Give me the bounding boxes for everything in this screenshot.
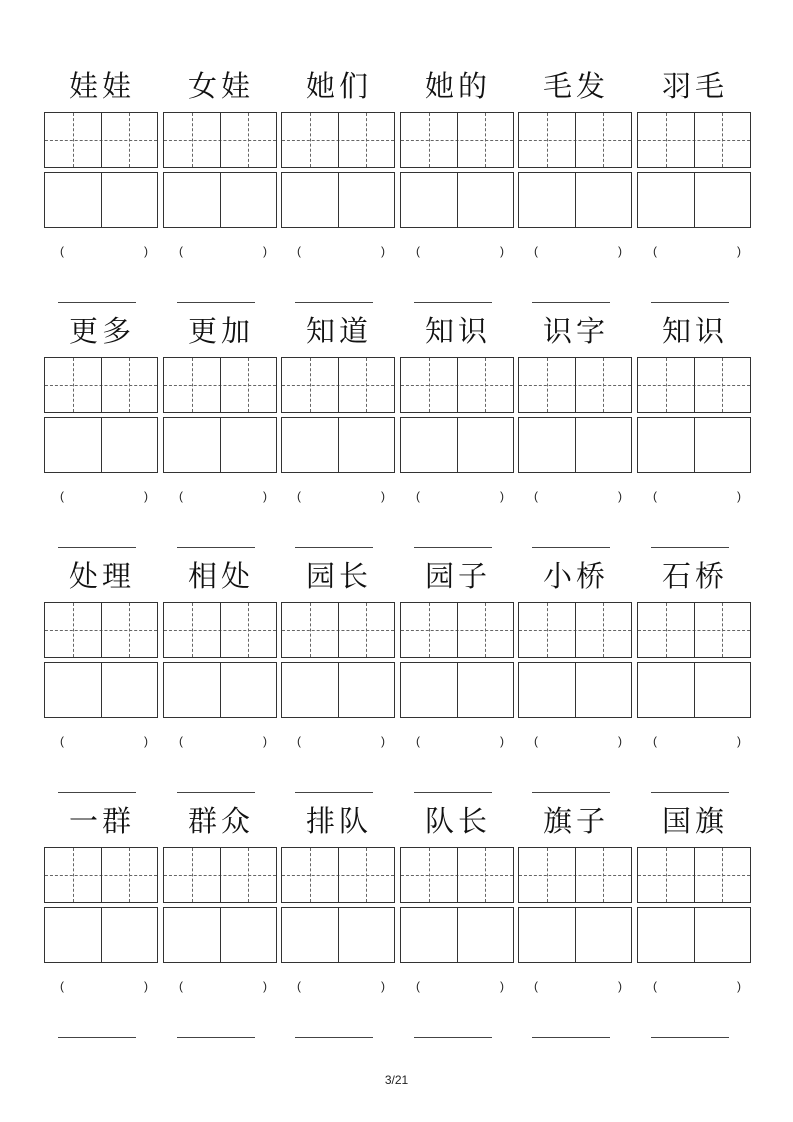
plain-writing-box[interactable] [400, 172, 514, 228]
plain-writing-box[interactable] [281, 907, 395, 963]
divider-line [457, 663, 458, 717]
vocab-word: 识字 [542, 314, 609, 348]
word-cell [281, 801, 397, 1047]
answer-underline[interactable] [651, 792, 729, 793]
answer-underline[interactable] [58, 1037, 136, 1038]
divider-line [101, 113, 102, 167]
open-paren: ( [179, 979, 183, 993]
divider-line [694, 848, 695, 902]
divider-line [101, 418, 102, 472]
answer-underline[interactable] [177, 792, 255, 793]
divider-line [694, 418, 695, 472]
divider-line [101, 358, 102, 412]
word-cell [400, 801, 516, 1047]
divider-line [220, 113, 221, 167]
open-paren: ( [60, 244, 64, 258]
vocab-word: 知识 [661, 314, 728, 348]
close-paren: ) [737, 489, 741, 503]
plain-writing-box[interactable] [518, 417, 632, 473]
plain-writing-box[interactable] [400, 907, 514, 963]
open-paren: ( [534, 734, 538, 748]
pinyin-parentheses[interactable] [651, 244, 741, 262]
tian-grid-writing-box[interactable] [637, 602, 751, 658]
tian-grid-writing-box[interactable] [281, 602, 395, 658]
close-paren: ) [737, 734, 741, 748]
open-paren: ( [653, 489, 657, 503]
close-paren: ) [144, 489, 148, 503]
vocab-word: 排队 [305, 804, 372, 838]
pinyin-parentheses[interactable] [177, 489, 267, 507]
open-paren: ( [653, 244, 657, 258]
pinyin-parentheses[interactable] [414, 979, 504, 997]
pinyin-parentheses[interactable] [177, 244, 267, 262]
answer-underline[interactable] [414, 547, 492, 548]
close-paren: ) [263, 244, 267, 258]
divider-line [338, 113, 339, 167]
plain-writing-box[interactable] [400, 662, 514, 718]
divider-line [338, 908, 339, 962]
tian-grid-writing-box[interactable] [400, 112, 514, 168]
pinyin-parentheses[interactable] [58, 979, 148, 997]
word-cell [281, 311, 397, 557]
pinyin-parentheses[interactable] [177, 734, 267, 752]
plain-writing-box[interactable] [163, 907, 277, 963]
word-cell [163, 801, 279, 1047]
divider-line [338, 663, 339, 717]
vocab-word: 群众 [187, 804, 254, 838]
plain-writing-box[interactable] [281, 172, 395, 228]
pinyin-parentheses[interactable] [414, 734, 504, 752]
tian-grid-writing-box[interactable] [163, 357, 277, 413]
divider-line [575, 358, 576, 412]
word-cell [518, 556, 634, 802]
close-paren: ) [381, 489, 385, 503]
divider-line [220, 173, 221, 227]
plain-writing-box[interactable] [637, 907, 751, 963]
vocab-word: 她们 [305, 69, 372, 103]
divider-line [694, 908, 695, 962]
vocab-word: 旗子 [542, 804, 609, 838]
word-cell [163, 66, 279, 312]
divider-line [575, 663, 576, 717]
answer-underline[interactable] [58, 792, 136, 793]
pinyin-parentheses[interactable] [414, 489, 504, 507]
open-paren: ( [297, 979, 301, 993]
pinyin-parentheses[interactable] [58, 734, 148, 752]
close-paren: ) [381, 979, 385, 993]
divider-line [694, 603, 695, 657]
answer-underline[interactable] [177, 1037, 255, 1038]
divider-line [220, 663, 221, 717]
close-paren: ) [500, 979, 504, 993]
word-cell [518, 801, 634, 1047]
vocab-word: 羽毛 [661, 69, 728, 103]
tian-grid-writing-box[interactable] [163, 602, 277, 658]
open-paren: ( [416, 734, 420, 748]
vocab-word: 石桥 [661, 559, 728, 593]
page-number: 3/21 [384, 1073, 409, 1087]
open-paren: ( [416, 244, 420, 258]
divider-line [101, 908, 102, 962]
pinyin-parentheses[interactable] [58, 244, 148, 262]
open-paren: ( [653, 734, 657, 748]
tian-grid-writing-box[interactable] [637, 847, 751, 903]
vocab-word: 小桥 [542, 559, 609, 593]
plain-writing-box[interactable] [281, 417, 395, 473]
close-paren: ) [618, 489, 622, 503]
open-paren: ( [534, 489, 538, 503]
divider-line [101, 603, 102, 657]
word-cell [44, 556, 160, 802]
answer-underline[interactable] [414, 1037, 492, 1038]
open-paren: ( [534, 979, 538, 993]
close-paren: ) [263, 979, 267, 993]
divider-line [220, 848, 221, 902]
word-section-3 [0, 556, 793, 802]
close-paren: ) [381, 734, 385, 748]
close-paren: ) [144, 244, 148, 258]
close-paren: ) [500, 734, 504, 748]
pinyin-parentheses[interactable] [532, 489, 622, 507]
answer-underline[interactable] [295, 792, 373, 793]
plain-writing-box[interactable] [637, 417, 751, 473]
vocab-word: 园长 [305, 559, 372, 593]
answer-underline[interactable] [532, 302, 610, 303]
pinyin-parentheses[interactable] [295, 489, 385, 507]
plain-writing-box[interactable] [637, 172, 751, 228]
open-paren: ( [653, 979, 657, 993]
answer-underline[interactable] [58, 547, 136, 548]
tian-grid-writing-box[interactable] [44, 602, 158, 658]
tian-grid-writing-box[interactable] [281, 112, 395, 168]
open-paren: ( [179, 489, 183, 503]
vocab-word: 毛发 [542, 69, 609, 103]
tian-grid-writing-box[interactable] [44, 112, 158, 168]
answer-underline[interactable] [651, 1037, 729, 1038]
divider-line [101, 663, 102, 717]
divider-line [220, 418, 221, 472]
answer-underline[interactable] [651, 302, 729, 303]
divider-line [457, 908, 458, 962]
close-paren: ) [144, 979, 148, 993]
tian-grid-writing-box[interactable] [400, 357, 514, 413]
pinyin-parentheses[interactable] [651, 734, 741, 752]
word-cell [518, 66, 634, 312]
close-paren: ) [381, 244, 385, 258]
vocab-word: 相处 [187, 559, 254, 593]
vocab-word: 处理 [68, 559, 135, 593]
divider-line [338, 358, 339, 412]
tian-grid-writing-box[interactable] [400, 602, 514, 658]
tian-grid-writing-box[interactable] [518, 357, 632, 413]
divider-line [575, 908, 576, 962]
pinyin-parentheses[interactable] [295, 244, 385, 262]
divider-line [694, 173, 695, 227]
plain-writing-box[interactable] [163, 172, 277, 228]
pinyin-parentheses[interactable] [532, 979, 622, 997]
tian-grid-writing-box[interactable] [518, 847, 632, 903]
vocab-word: 娃娃 [68, 69, 135, 103]
vocab-word: 更加 [187, 314, 254, 348]
close-paren: ) [618, 979, 622, 993]
open-paren: ( [416, 489, 420, 503]
divider-line [575, 603, 576, 657]
word-cell [281, 556, 397, 802]
open-paren: ( [179, 734, 183, 748]
answer-underline[interactable] [58, 302, 136, 303]
divider-line [101, 848, 102, 902]
word-cell [400, 66, 516, 312]
tian-grid-writing-box[interactable] [163, 847, 277, 903]
answer-underline[interactable] [177, 547, 255, 548]
tian-grid-writing-box[interactable] [44, 357, 158, 413]
open-paren: ( [60, 489, 64, 503]
divider-line [220, 603, 221, 657]
vocab-word: 队长 [424, 804, 491, 838]
divider-line [457, 848, 458, 902]
divider-line [457, 113, 458, 167]
vocab-word: 一群 [68, 804, 135, 838]
word-cell [163, 556, 279, 802]
pinyin-parentheses[interactable] [532, 734, 622, 752]
plain-writing-box[interactable] [44, 662, 158, 718]
vocab-word: 园子 [424, 559, 491, 593]
tian-grid-writing-box[interactable] [400, 847, 514, 903]
open-paren: ( [297, 734, 301, 748]
word-cell [44, 311, 160, 557]
pinyin-parentheses[interactable] [295, 734, 385, 752]
word-cell [518, 311, 634, 557]
answer-underline[interactable] [414, 792, 492, 793]
tian-grid-writing-box[interactable] [281, 357, 395, 413]
plain-writing-box[interactable] [44, 417, 158, 473]
plain-writing-box[interactable] [163, 417, 277, 473]
vocab-word: 知道 [305, 314, 372, 348]
word-cell [637, 801, 753, 1047]
close-paren: ) [500, 489, 504, 503]
word-section-1 [0, 66, 793, 312]
word-cell [163, 311, 279, 557]
word-cell [637, 311, 753, 557]
pinyin-parentheses[interactable] [651, 979, 741, 997]
pinyin-parentheses[interactable] [414, 244, 504, 262]
word-cell [281, 66, 397, 312]
pinyin-parentheses[interactable] [532, 244, 622, 262]
word-cell [637, 556, 753, 802]
pinyin-parentheses[interactable] [58, 489, 148, 507]
open-paren: ( [416, 979, 420, 993]
divider-line [457, 603, 458, 657]
divider-line [694, 358, 695, 412]
close-paren: ) [263, 734, 267, 748]
word-cell [637, 66, 753, 312]
close-paren: ) [737, 244, 741, 258]
tian-grid-writing-box[interactable] [518, 112, 632, 168]
pinyin-parentheses[interactable] [651, 489, 741, 507]
close-paren: ) [618, 244, 622, 258]
open-paren: ( [297, 489, 301, 503]
open-paren: ( [534, 244, 538, 258]
answer-underline[interactable] [295, 547, 373, 548]
divider-line [575, 113, 576, 167]
tian-grid-writing-box[interactable] [518, 602, 632, 658]
vocab-word: 更多 [68, 314, 135, 348]
divider-line [457, 418, 458, 472]
word-section-2 [0, 311, 793, 557]
tian-grid-writing-box[interactable] [637, 357, 751, 413]
pinyin-parentheses[interactable] [295, 979, 385, 997]
vocab-word: 女娃 [187, 69, 254, 103]
word-cell [44, 801, 160, 1047]
answer-underline[interactable] [295, 1037, 373, 1038]
word-cell [400, 556, 516, 802]
word-section-4 [0, 801, 793, 1047]
divider-line [575, 848, 576, 902]
plain-writing-box[interactable] [518, 172, 632, 228]
close-paren: ) [263, 489, 267, 503]
open-paren: ( [60, 979, 64, 993]
close-paren: ) [618, 734, 622, 748]
answer-underline[interactable] [532, 792, 610, 793]
answer-underline[interactable] [177, 302, 255, 303]
answer-underline[interactable] [651, 547, 729, 548]
plain-writing-box[interactable] [163, 662, 277, 718]
vocab-word: 她的 [424, 69, 491, 103]
open-paren: ( [60, 734, 64, 748]
tian-grid-writing-box[interactable] [637, 112, 751, 168]
close-paren: ) [144, 734, 148, 748]
divider-line [694, 113, 695, 167]
divider-line [338, 603, 339, 657]
vocab-word: 知识 [424, 314, 491, 348]
divider-line [457, 173, 458, 227]
answer-underline[interactable] [414, 302, 492, 303]
pinyin-parentheses[interactable] [177, 979, 267, 997]
answer-underline[interactable] [532, 547, 610, 548]
plain-writing-box[interactable] [400, 417, 514, 473]
tian-grid-writing-box[interactable] [163, 112, 277, 168]
divider-line [575, 418, 576, 472]
divider-line [220, 908, 221, 962]
answer-underline[interactable] [532, 1037, 610, 1038]
word-cell [44, 66, 160, 312]
plain-writing-box[interactable] [518, 907, 632, 963]
word-cell [400, 311, 516, 557]
plain-writing-box[interactable] [44, 172, 158, 228]
plain-writing-box[interactable] [281, 662, 395, 718]
divider-line [694, 663, 695, 717]
open-paren: ( [179, 244, 183, 258]
close-paren: ) [500, 244, 504, 258]
divider-line [338, 173, 339, 227]
divider-line [457, 358, 458, 412]
plain-writing-box[interactable] [44, 907, 158, 963]
divider-line [338, 848, 339, 902]
plain-writing-box[interactable] [637, 662, 751, 718]
plain-writing-box[interactable] [518, 662, 632, 718]
divider-line [101, 173, 102, 227]
open-paren: ( [297, 244, 301, 258]
divider-line [575, 173, 576, 227]
divider-line [338, 418, 339, 472]
divider-line [220, 358, 221, 412]
answer-underline[interactable] [295, 302, 373, 303]
tian-grid-writing-box[interactable] [44, 847, 158, 903]
close-paren: ) [737, 979, 741, 993]
tian-grid-writing-box[interactable] [281, 847, 395, 903]
vocab-word: 国旗 [661, 804, 728, 838]
